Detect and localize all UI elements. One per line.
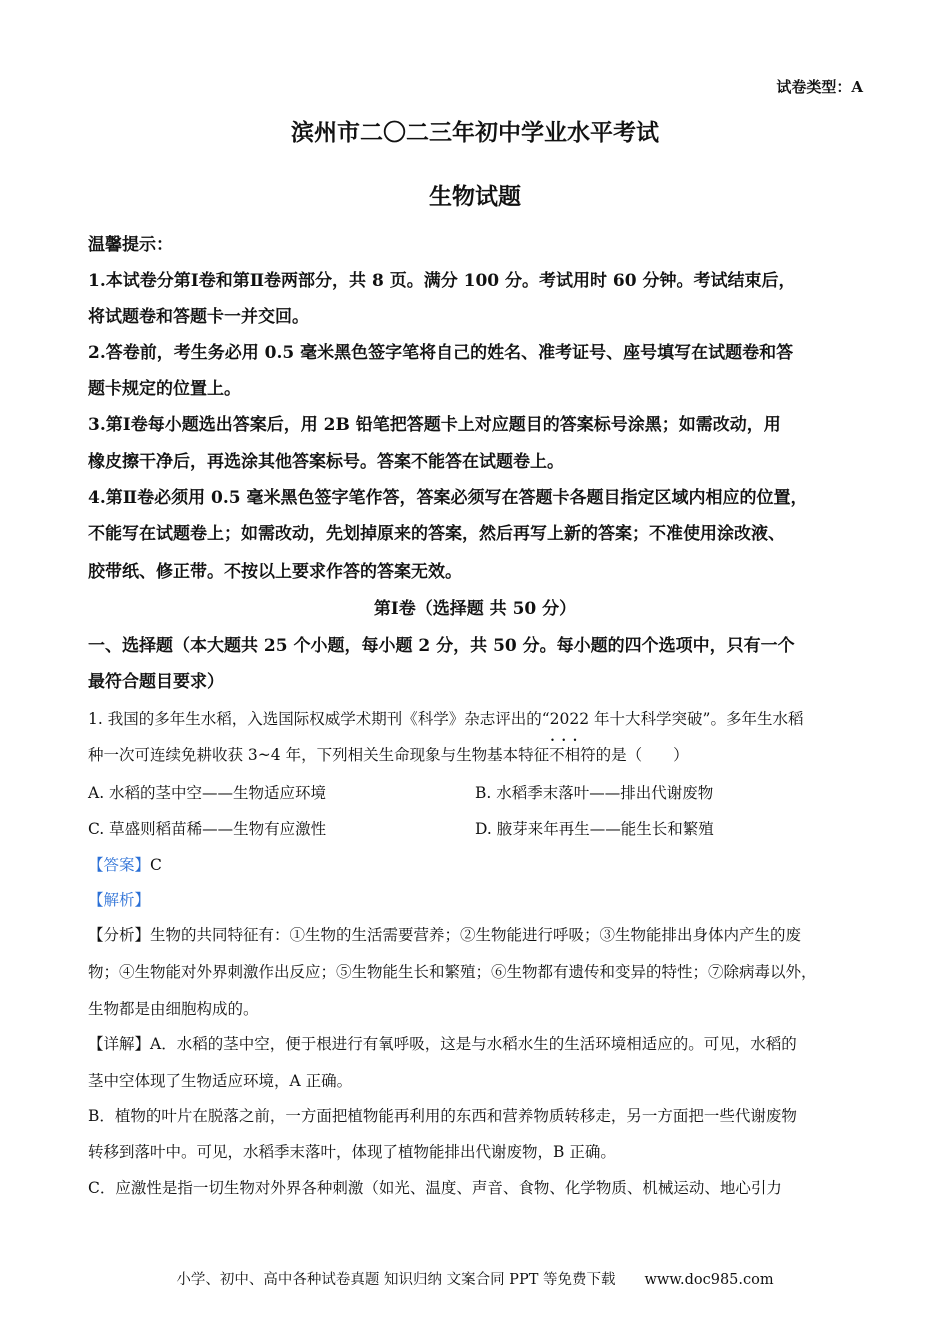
- exam-title: 滨州市二〇二三年初中学业水平考试: [291, 119, 659, 146]
- detail-paragraph: 转移到落叶中。可见，水稻季末落叶，体现了植物能排出代谢废物，B 正确。: [88, 1143, 616, 1161]
- subject-title: 生物试题: [429, 183, 521, 210]
- analysis-tag: 【解析】: [88, 891, 151, 909]
- analysis-paragraph: 生物都是由细胞构成的。: [88, 1000, 259, 1018]
- analysis-paragraph: [88, 917, 801, 953]
- analysis-paragraph: 物；④生物能对外界刺激作出反应；⑤生物能生长和繁殖；⑥生物都有遗传和变异的特性；⑦除病毒以外，: [88, 963, 817, 981]
- notice-line: 将试题卷和答题卡一并交回。: [88, 307, 309, 327]
- detail-paragraph: B．植物的叶片在脱落之前，一方面把植物能再利用的东西和营养物质转移走，另一方面把一些代谢废物: [88, 1107, 797, 1125]
- paper-type-label: 试卷类型：A: [776, 78, 863, 96]
- answer-tag: 【答案】: [88, 856, 151, 874]
- detail-paragraph: 茎中空体现了生物适应环境，A 正确。: [88, 1072, 353, 1090]
- question-stem: [88, 737, 689, 773]
- analysis-line: [88, 882, 150, 918]
- part-one-instruction: 最符合题目要求）: [88, 672, 224, 692]
- xiangjie-tag: 【详解】: [88, 1035, 151, 1053]
- detail-paragraph: [88, 1026, 797, 1062]
- emphasis-text: • • • 不相符: [549, 737, 596, 773]
- notice-line: 不能写在试题卷上；如需改动，先划掉原来的答案，然后再写上新的答案；不准使用涂改液、: [88, 524, 785, 544]
- option-b: B. 水稻季末落叶——排出代谢废物: [475, 784, 714, 802]
- notice-line: 橡皮擦干净后，再选涂其他答案标号。答案不能答在试题卷上。: [88, 452, 564, 472]
- notice-line: 4.第Ⅱ卷必须用 0.5 毫米黑色签字笔作答，答案必须写在答题卡各题目指定区域内相应的位置，: [88, 488, 808, 508]
- detail-text: A．水稻的茎中空，便于根进行有氧呼吸，这是与水稻水生的生活环境相适应的。可见，水稻的: [150, 1035, 797, 1053]
- part-one-instruction: 一、选择题（本大题共 25 个小题，每小题 2 分，共 50 分。每小题的四个选项中，只有一个: [88, 636, 795, 656]
- notice-line: 1.本试卷分第Ⅰ卷和第Ⅱ卷两部分，共 8 页。满分 100 分。考试用时 60 分钟。考试结束后，: [88, 271, 796, 291]
- fenxi-tag: 【分析】: [88, 926, 151, 944]
- notice-line: 2.答卷前，考生务必用 0.5 毫米黑色签字笔将自己的姓名、准考证号、座号填写在试题卷和答: [88, 343, 794, 363]
- question-stem: 1. 我国的多年生水稻，入选国际权威学术期刊《科学》杂志评出的“2022 年十大科学突破”。多年生水稻: [88, 710, 804, 728]
- notice-heading: 温馨提示：: [88, 235, 173, 255]
- notice-line: 题卡规定的位置上。: [88, 379, 241, 399]
- page-footer: 小学、初中、高中各种试卷真题 知识归纳 文案合同 PPT 等免费下载 www.doc985.com: [176, 1272, 774, 1288]
- detail-paragraph: C．应激性是指一切生物对外界各种刺激（如光、温度、声音、食物、化学物质、机械运动、地心引力: [88, 1179, 782, 1197]
- section-title: 第Ⅰ卷（选择题 共 50 分）: [373, 599, 577, 619]
- fenxi-text: 生物的共同特征有：①生物的生活需要营养；②生物能进行呼吸；③生物能排出身体内产生的废: [150, 926, 802, 944]
- stem-text: 种一次可连续免耕收获 3~4 年，下列相关生命现象与生物基本特征: [88, 746, 550, 764]
- answer-line: [88, 847, 162, 883]
- option-d: D. 腋芽来年再生——能生长和繁殖: [475, 820, 714, 838]
- notice-line: 3.第Ⅰ卷每小题选出答案后，用 2B 铅笔把答题卡上对应题目的答案标号涂黑；如需改动，用: [88, 415, 781, 435]
- stem-text: 的是（ ）: [595, 746, 689, 764]
- option-c: C. 草盛则稻苗稀——生物有应激性: [88, 820, 327, 838]
- answer-value: C: [150, 856, 162, 874]
- notice-line: 胶带纸、修正带。不按以上要求作答的答案无效。: [88, 562, 462, 582]
- option-a: A. 水稻的茎中空——生物适应环境: [88, 784, 327, 802]
